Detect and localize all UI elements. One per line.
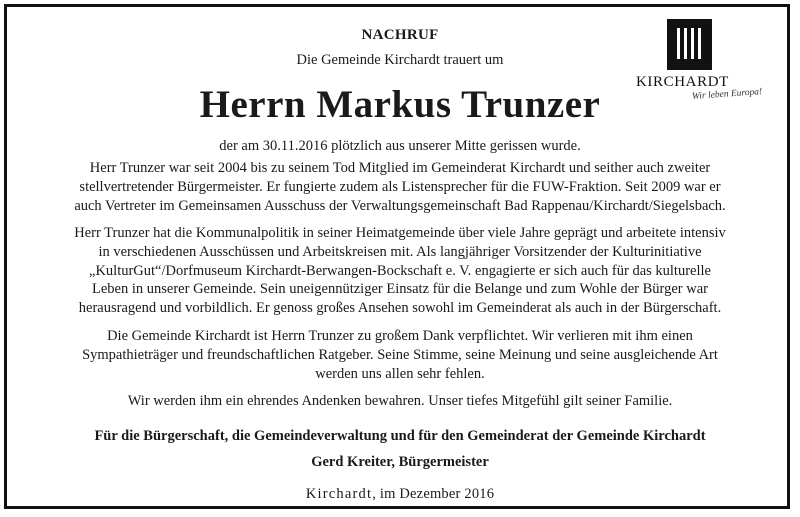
death-statement: der am 30.11.2016 plötzlich aus unserer Mitte gerissen wurde. [219,138,581,154]
paragraph-line: „KulturGut“/Dorfmuseum Kirchardt-Berwangen-Bockschaft e. V. engagierte er sich auch für das kulturelle [89,262,711,279]
logo-wordmark: KIRCHARDT [636,74,729,90]
date-text: , im Dezember 2016 [372,486,495,502]
kirchardt-logo [636,18,776,118]
kirchardt-emblem-icon [667,19,712,70]
signature-mayor: Gerd Kreiter, Bürgermeister [311,454,489,470]
paragraph-line: werden uns allen sehr fehlen. [315,365,485,382]
paragraph-line: herausragend und vorbildlich. Er genoss großes Ansehen sowohl im Gemeinderat als auch in der Bürgerschaft. [78,300,722,317]
paragraph-line: in verschiedenen Ausschüssen und Arbeitskreisen mit. Als langjähriger Vorsitzender der Kulturinitiative [98,243,702,260]
paragraph-line: Leben in unserer Gemeinde. Sein uneigennütziger Einsatz für die Belange und zum Wohle der Bürger war [92,281,708,298]
deceased-name: Herrn Markus Trunzer [199,83,601,126]
place-name: Kirchardt [305,486,373,502]
paragraph-line: Wir werden ihm ein ehrendes Andenken bewahren. Unser tiefes Mitgefühl gilt seiner Familie. [127,393,673,409]
paragraph-1 [0,159,800,215]
notice-heading: NACHRUF [361,27,439,43]
paragraph-line: auch Vertreter im Gemeinsamen Ausschuss der Verwaltungsgemeinschaft Bad Rappenau/Kirchardt/Siegelsbach. [74,197,726,214]
signature-organizations: Für die Bürgerschaft, die Gemeindeverwaltung und für den Gemeinderat der Gemeinde Kirchardt [94,428,706,444]
paragraph-line: Herr Trunzer hat die Kommunalpolitik in seiner Heimatgemeinde über viele Jahre geprägt und arbeitete intensiv [74,225,726,241]
place-date [0,486,800,503]
paragraph-line: Herr Trunzer war seit 2004 bis zu seinem Tod Mitglied im Gemeinderat Kirchardt und seither auch zweiter [89,160,711,176]
paragraph-line: stellvertretender Bürgermeister. Er fungierte zudem als Listensprecher für die FUW-Fraktion. Seit 2009 war er [79,178,721,195]
paragraph-3 [0,327,800,383]
paragraph-line: Sympathieträger und freundschaftlichen Ratgeber. Seine Stimme, seine Meinung und seine ausgleichende Art [82,346,718,363]
paragraph-4 [0,392,800,411]
paragraph-2 [0,224,800,318]
paragraph-line: Die Gemeinde Kirchardt ist Herrn Trunzer zu großem Dank verpflichtet. Wir verlieren mit ihm einen [107,328,693,344]
logo-slogan: Wir leben Europa! [691,87,763,102]
notice-intro: Die Gemeinde Kirchardt trauert um [296,52,504,68]
